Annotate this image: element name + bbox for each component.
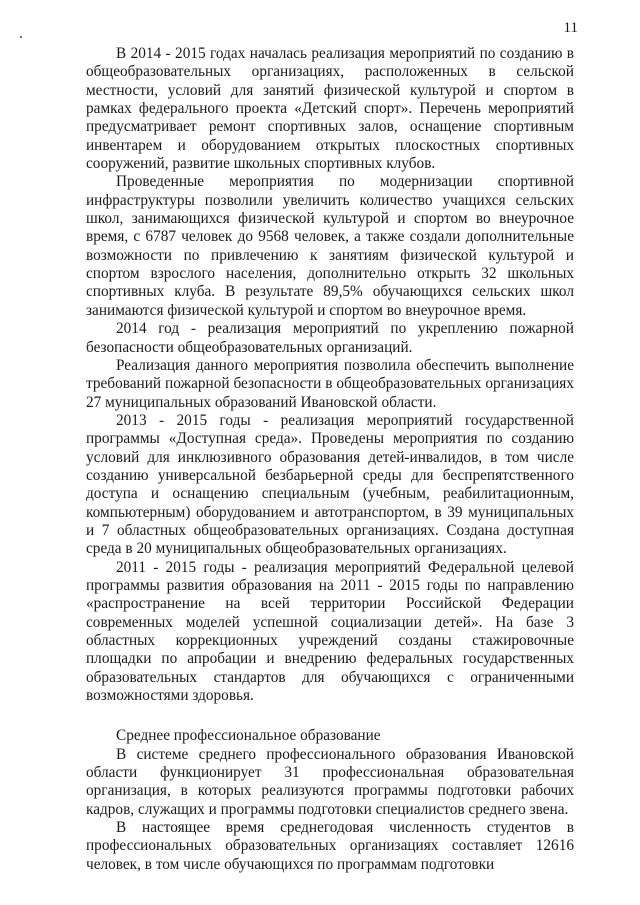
section-heading: Среднее профессиональное образование: [116, 727, 381, 745]
paragraph-sport-infrastructure: Проведенные мероприятия по модернизации спортивной инфраструктуры позволили увеличить количество учащихся сельских школ, занимающихся физической культурой и спортом во внеурочное время, с 6787 человек до 9568 человек, а также создали дополнительные возможности по привлечению к занятиям физической культурой и спортом взрослого населения, дополнительно открыть 32 школьных спортивных клуба. В результате 89,5% обучающихся сельских школ занимаются физической культурой и спортом во внеурочное время.: [86, 173, 574, 319]
paragraph-detsky-sport: В 2014 - 2015 годах началась реализация мероприятий по созданию в общеобразовательных организациях, расположенных в сельской местности, условий для занятий физической культурой и спортом в рамках федерального проекта «Детский спорт». Перечень мероприятий предусматривает ремонт спортивных залов, оснащение спортивным инвентарем и оборудованием открытых плоскостных спортивных сооружений, развитие школьных спортивных клубов.: [86, 45, 574, 173]
document-body: [86, 45, 574, 874]
paragraph-spo-students: В настоящее время среднегодовая численность студентов в профессиональных образовательных организациях составляет 12616 человек, в том числе обучающихся по программам подготовки: [86, 819, 574, 873]
paragraph-accessible-environment: 2013 - 2015 годы - реализация мероприятий государственной программы «Доступная среда». Проведены мероприятия по созданию условий для инклюзивного образования детей-инвалидов, в том числе созданию универсальной безбарьерной среды для беспрепятственного доступа и оснащению специальным (учебным, реабилитационным, компьютерным) оборудованием и автотранспортом, в 39 муниципальных и 7 областных общеобразовательных организациях. Создана доступная среда в 20 муниципальных общеобразовательных организациях.: [86, 411, 574, 558]
scan-speck: [20, 36, 22, 38]
paragraph-fire-safety-2014: 2014 год - реализация мероприятий по укреплению пожарной безопасности общеобразовательных организаций.: [86, 320, 574, 356]
paragraph-fire-safety-result: Реализация данного мероприятия позволила обеспечить выполнение требований пожарной безопасности в общеобразовательных организациях 27 муниципальных образований Ивановской области.: [86, 356, 574, 411]
paragraph-federal-program: 2011 - 2015 годы - реализация мероприятий Федеральной целевой программы развития образования на 2011 - 2015 годы по направлению «распространение на всей территории Российской Федерации современных моделей успешной социализации детей». На базе 3 областных коррекционных учреждений созданы стажировочные площадки по апробации и внедрению федеральных государственных образовательных стандартов для обучающихся с ограниченными возможностями здоровья.: [86, 558, 574, 705]
page-number: 11: [563, 20, 578, 36]
paragraph-spo-system: В системе среднего профессионального образования Ивановской области функционирует 31 профессиональная образовательная организация, в которых реализуются программы подготовки рабочих кадров, служащих и программы подготовки специалистов среднего звена.: [86, 745, 574, 818]
